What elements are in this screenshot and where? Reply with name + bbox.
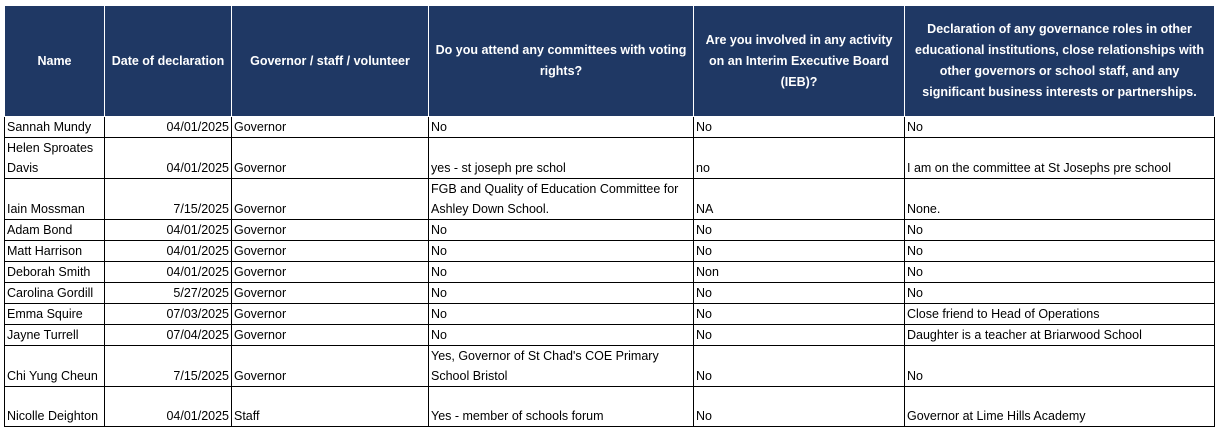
cell-declaration[interactable]: No [905,262,1215,283]
cell-committees[interactable]: No [429,220,694,241]
cell-declaration[interactable]: No [905,117,1215,138]
cell-name[interactable]: Emma Squire [5,304,105,325]
cell-role[interactable]: Governor [232,283,429,304]
cell-committees[interactable]: Yes - member of schools forum [429,387,694,427]
cell-name[interactable]: Matt Harrison [5,241,105,262]
cell-committees[interactable]: No [429,117,694,138]
cell-committees[interactable]: FGB and Quality of Education Committee for Ashley Down School. [429,179,694,220]
cell-committees[interactable]: No [429,304,694,325]
table-row [5,241,1215,262]
table-row [5,325,1215,346]
cell-name[interactable]: Sannah Mundy [5,117,105,138]
cell-name[interactable]: Deborah Smith [5,262,105,283]
cell-date[interactable]: 04/01/2025 [105,138,232,179]
cell-date[interactable]: 07/03/2025 [105,304,232,325]
table-row [5,283,1215,304]
cell-ieb[interactable]: No [694,387,905,427]
cell-ieb[interactable]: No [694,241,905,262]
cell-declaration[interactable]: None. [905,179,1215,220]
cell-ieb[interactable]: Non [694,262,905,283]
cell-name[interactable]: Adam Bond [5,220,105,241]
table-row [5,387,1215,427]
cell-role[interactable]: Governor [232,220,429,241]
header-role[interactable]: Governor / staff / volunteer [232,6,429,117]
cell-date[interactable]: 7/15/2025 [105,179,232,220]
cell-committees[interactable]: No [429,262,694,283]
cell-name[interactable]: Iain Mossman [5,179,105,220]
table-body [5,117,1215,427]
cell-declaration[interactable]: Governor at Lime Hills Academy [905,387,1215,427]
cell-role[interactable]: Governor [232,241,429,262]
cell-declaration[interactable]: No [905,220,1215,241]
cell-name[interactable]: Jayne Turrell [5,325,105,346]
cell-ieb[interactable]: No [694,283,905,304]
cell-role[interactable]: Governor [232,304,429,325]
header-row [5,6,1215,117]
cell-date[interactable]: 07/04/2025 [105,325,232,346]
cell-role[interactable]: Governor [232,179,429,220]
header-declaration[interactable]: Declaration of any governance roles in other educational institutions, close relationships with other governors or school staff, and any significant business interests or partnerships. [905,6,1215,117]
cell-declaration[interactable]: I am on the committee at St Josephs pre school [905,138,1215,179]
table-row [5,138,1215,179]
cell-ieb[interactable]: No [694,325,905,346]
cell-declaration[interactable]: No [905,283,1215,304]
cell-name[interactable]: Chi Yung Cheun [5,346,105,387]
cell-name[interactable]: Nicolle Deighton [5,387,105,427]
table-row [5,346,1215,387]
cell-committees[interactable]: No [429,325,694,346]
cell-role[interactable]: Governor [232,325,429,346]
cell-committees[interactable]: No [429,241,694,262]
cell-ieb[interactable]: No [694,346,905,387]
cell-date[interactable]: 04/01/2025 [105,220,232,241]
table-row [5,220,1215,241]
declarations-table [4,5,1215,427]
cell-role[interactable]: Staff [232,387,429,427]
cell-committees[interactable]: yes - st joseph pre schol [429,138,694,179]
table-row [5,262,1215,283]
cell-role[interactable]: Governor [232,346,429,387]
cell-date[interactable]: 7/15/2025 [105,346,232,387]
cell-ieb[interactable]: No [694,220,905,241]
cell-role[interactable]: Governor [232,138,429,179]
cell-name[interactable]: Helen Sproates Davis [5,138,105,179]
cell-name[interactable]: Carolina Gordill [5,283,105,304]
cell-committees[interactable]: No [429,283,694,304]
table-row [5,179,1215,220]
table-header [5,6,1215,117]
cell-date[interactable]: 04/01/2025 [105,387,232,427]
table-row [5,117,1215,138]
header-name[interactable]: Name [5,6,105,117]
cell-date[interactable]: 04/01/2025 [105,241,232,262]
cell-declaration[interactable]: Close friend to Head of Operations [905,304,1215,325]
cell-ieb[interactable]: No [694,117,905,138]
cell-ieb[interactable]: no [694,138,905,179]
cell-role[interactable]: Governor [232,262,429,283]
header-committees[interactable]: Do you attend any committees with voting rights? [429,6,694,117]
cell-committees[interactable]: Yes, Governor of St Chad's COE Primary School Bristol [429,346,694,387]
cell-declaration[interactable]: Daughter is a teacher at Briarwood School [905,325,1215,346]
header-ieb[interactable]: Are you involved in any activity on an Interim Executive Board (IEB)? [694,6,905,117]
cell-ieb[interactable]: No [694,304,905,325]
cell-declaration[interactable]: No [905,346,1215,387]
table-row [5,304,1215,325]
cell-date[interactable]: 04/01/2025 [105,262,232,283]
cell-date[interactable]: 04/01/2025 [105,117,232,138]
cell-date[interactable]: 5/27/2025 [105,283,232,304]
cell-declaration[interactable]: No [905,241,1215,262]
cell-ieb[interactable]: NA [694,179,905,220]
cell-role[interactable]: Governor [232,117,429,138]
header-date-of-declaration[interactable]: Date of declaration [105,6,232,117]
